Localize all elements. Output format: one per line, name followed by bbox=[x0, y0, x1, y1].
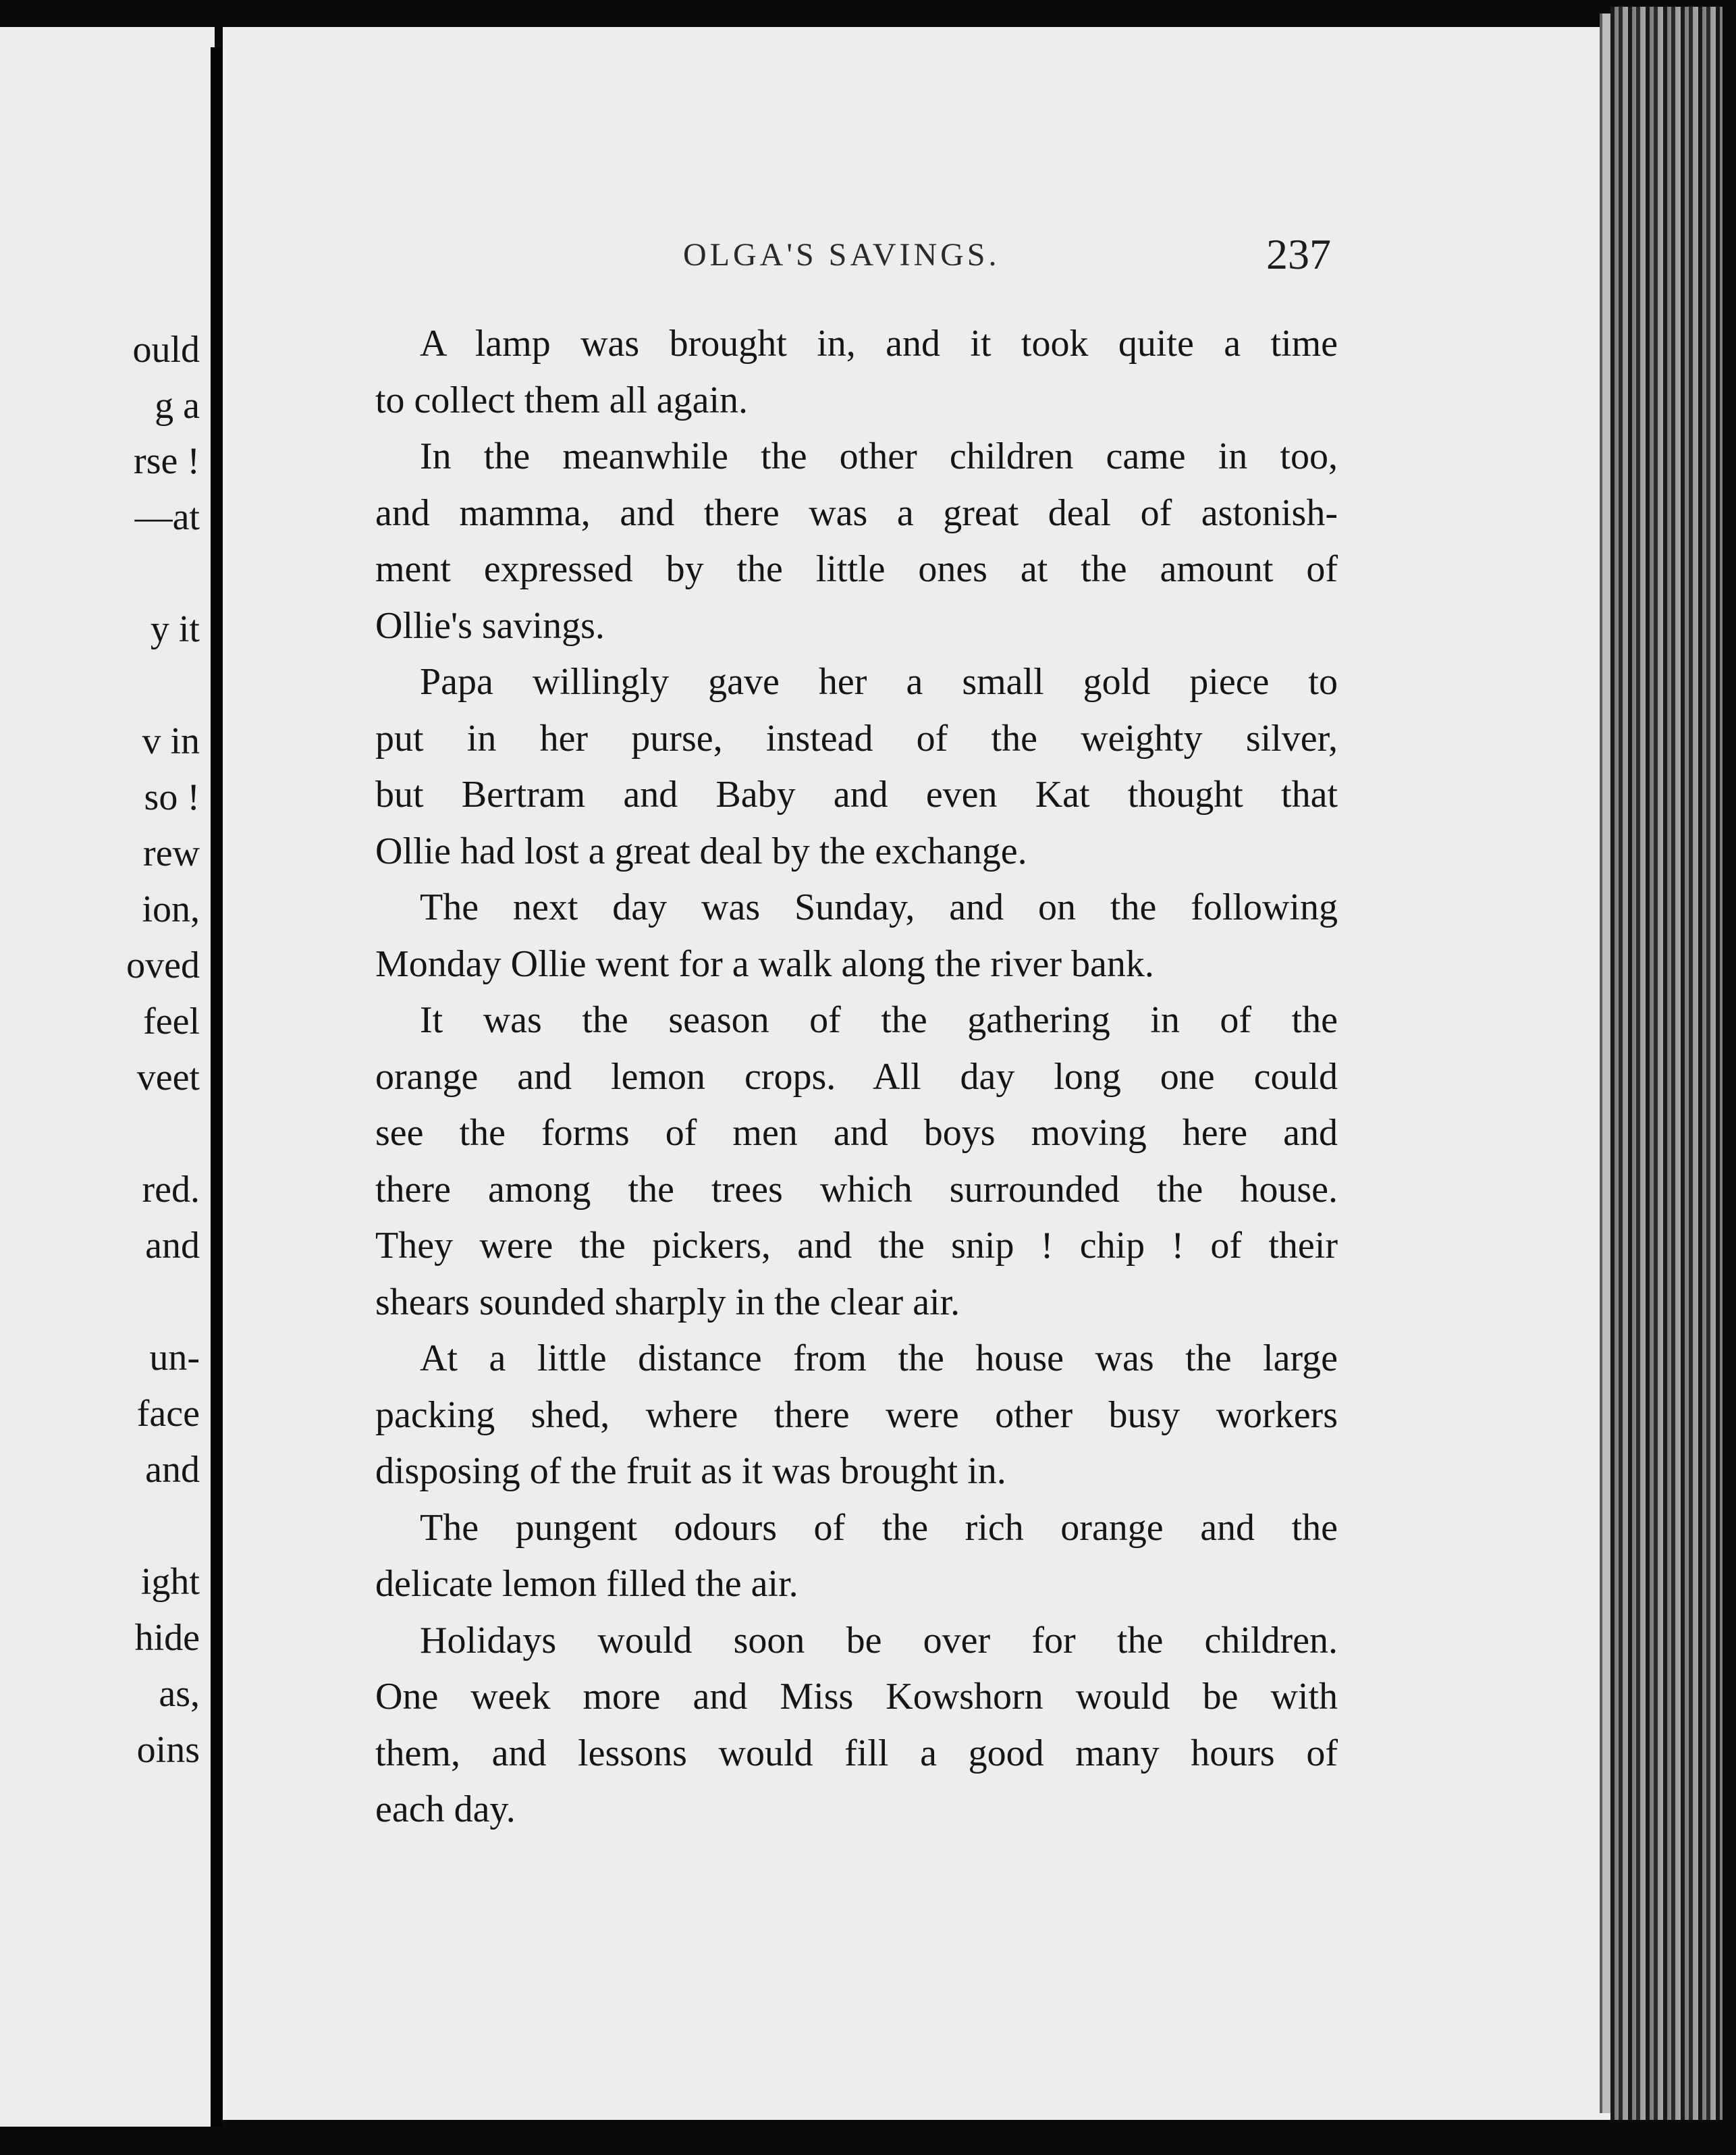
left-line-fragment: rse ! bbox=[134, 440, 200, 482]
page-number: 237 bbox=[1266, 230, 1331, 278]
text-line: each day. bbox=[375, 1788, 516, 1830]
left-line-fragment: oins bbox=[136, 1729, 200, 1771]
text-line: At a little distance from the house was the large bbox=[420, 1337, 1338, 1379]
page-block-edges bbox=[1610, 7, 1723, 2120]
left-line-fragment: g a bbox=[155, 385, 200, 427]
book-gutter bbox=[211, 47, 223, 2127]
left-line-fragment: v in bbox=[142, 720, 200, 762]
text-line: delicate lemon filled the air. bbox=[375, 1563, 798, 1605]
left-line-fragment: so ! bbox=[144, 776, 200, 818]
text-line: orange and lemon crops. All day long one could bbox=[375, 1055, 1338, 1098]
left-line-fragment: ould bbox=[132, 329, 200, 371]
text-line: see the forms of men and boys moving here and bbox=[375, 1112, 1338, 1154]
left-line-fragment: hide bbox=[134, 1617, 200, 1659]
text-line: to collect them all again. bbox=[375, 379, 749, 421]
left-line-fragment: ion, bbox=[142, 888, 200, 930]
text-line: It was the season of the gathering in of the bbox=[420, 999, 1338, 1041]
left-line-fragment: ight bbox=[140, 1561, 200, 1603]
text-line: The pungent odours of the rich orange and the bbox=[420, 1506, 1338, 1549]
text-line: shears sounded sharply in the clear air. bbox=[375, 1281, 960, 1323]
left-line-fragment: veet bbox=[136, 1057, 200, 1098]
text-line: ment expressed by the little ones at the amount of bbox=[375, 548, 1338, 590]
left-line-fragment: oved bbox=[126, 945, 200, 986]
text-line: disposing of the fruit as it was brought in. bbox=[375, 1450, 1006, 1492]
left-line-fragment: rew bbox=[143, 832, 200, 874]
left-line-fragment: un- bbox=[149, 1337, 200, 1379]
page-body-text bbox=[375, 316, 1338, 1838]
text-line: Holidays would soon be over for the children. bbox=[420, 1619, 1338, 1661]
text-line: but Bertram and Baby and even Kat thought that bbox=[375, 774, 1338, 816]
text-line: In the meanwhile the other children came in too, bbox=[420, 435, 1338, 477]
left-line-fragment: feel bbox=[143, 1001, 200, 1042]
running-title: OLGA'S SAVINGS. bbox=[683, 237, 1000, 273]
left-line-fragment: red. bbox=[142, 1169, 200, 1210]
left-line-fragment: and bbox=[145, 1449, 200, 1491]
text-line: They were the pickers, and the snip ! chip ! of their bbox=[375, 1225, 1338, 1267]
left-facing-page bbox=[0, 27, 215, 2127]
text-line: Papa willingly gave her a small gold piece to bbox=[420, 661, 1338, 703]
text-line: there among the trees which surrounded the house. bbox=[375, 1168, 1338, 1210]
text-line: put in her purse, instead of the weighty silver, bbox=[375, 717, 1338, 760]
text-line: One week more and Miss Kowshorn would be with bbox=[375, 1676, 1338, 1718]
text-line: them, and lessons would fill a good many hours of bbox=[375, 1732, 1338, 1774]
text-line: and mamma, and there was a great deal of astonish- bbox=[375, 491, 1338, 534]
text-line: Ollie had lost a great deal by the exchange. bbox=[375, 830, 1027, 872]
left-line-fragment: and bbox=[145, 1225, 200, 1267]
text-line: Monday Ollie went for a walk along the river bank. bbox=[375, 942, 1154, 985]
text-line: The next day was Sunday, and on the following bbox=[420, 886, 1338, 928]
text-line: A lamp was brought in, and it took quite a time bbox=[420, 323, 1338, 365]
left-line-fragment: y it bbox=[150, 608, 200, 650]
left-line-fragment: face bbox=[136, 1393, 200, 1435]
left-line-fragment: as, bbox=[159, 1673, 200, 1715]
text-line: Ollie's savings. bbox=[375, 604, 605, 647]
text-line: packing shed, where there were other busy workers bbox=[375, 1393, 1338, 1436]
left-line-fragment: —at bbox=[134, 496, 200, 538]
